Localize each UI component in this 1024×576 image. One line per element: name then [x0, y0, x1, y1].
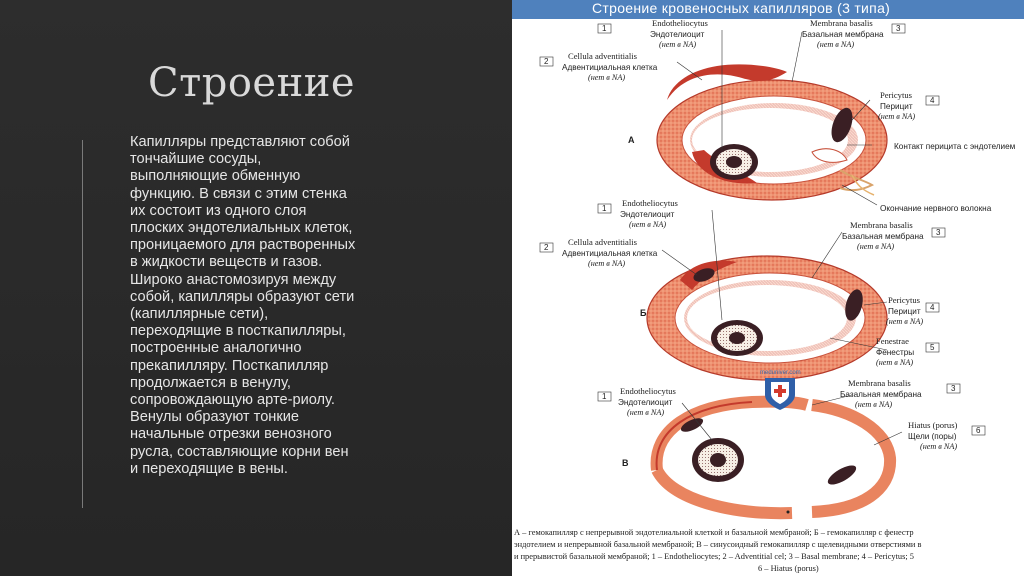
capillary-type-a	[657, 64, 887, 200]
label-not-in-na-1b: (нет в NA)	[629, 220, 667, 229]
capillary-type-b	[647, 256, 887, 380]
section-label-a: А	[628, 135, 635, 145]
label-fenestrae: Fenestrae	[876, 336, 909, 346]
label-num-1v: 1	[602, 392, 607, 401]
label-basalis-b: Membrana basalis	[850, 220, 913, 230]
capillary-diagram	[512, 0, 1024, 576]
label-num-2a: 2	[544, 57, 549, 66]
label-num-5b: 5	[930, 343, 935, 352]
label-num-6v: 6	[976, 426, 981, 435]
label-endotheliocytus-a: Endotheliocytus	[652, 18, 708, 28]
label-num-3v: 3	[951, 384, 956, 393]
label-num-1b: 1	[602, 204, 607, 213]
label-nerve-ending: Окончание нервного волокна	[880, 204, 992, 213]
label-not-in-na-5b: (нет в NA)	[876, 358, 914, 367]
label-not-in-na-1a: (нет в NA)	[659, 40, 697, 49]
label-not-in-na-3a: (нет в NA)	[817, 40, 855, 49]
label-pericytus-b: Pericytus	[888, 295, 920, 305]
section-label-v: В	[622, 458, 629, 468]
label-num-3a: 3	[896, 24, 901, 33]
label-num-1a: 1	[602, 24, 607, 33]
figure-caption-line-2: эндотелием и непрерывной базальной мембраной; В – синусоидный гемокапилляр с щелевидными отверстиями в	[514, 540, 922, 549]
label-basalis-v: Membrana basalis	[848, 378, 911, 388]
label-endotheliocyte-ru-a: Эндотелиоцит	[650, 30, 705, 39]
section-label-b: Б	[640, 308, 647, 318]
label-adventitialis-b: Cellula adventitialis	[568, 237, 637, 247]
label-hiatus: Hiatus (porus)	[908, 420, 958, 430]
label-num-4b: 4	[930, 303, 935, 312]
label-adventitialis-ru-b: Адвентициальная клетка	[562, 249, 658, 258]
label-endotheliocytus-b: Endotheliocytus	[622, 198, 678, 208]
watermark-text: meduniver.com	[760, 370, 801, 376]
label-hiatus-ru: Щели (поры)	[908, 432, 957, 441]
label-num-3b: 3	[936, 228, 941, 237]
figure-title: Строение кровеносных капилляров (3 типа)	[592, 0, 891, 16]
label-not-in-na-2b: (нет в NA)	[588, 259, 626, 268]
label-basalis-ru-a: Базальная мембрана	[802, 30, 884, 39]
label-basalis-ru-b: Базальная мембрана	[842, 232, 924, 241]
label-not-in-na-1v: (нет в NA)	[627, 408, 665, 417]
label-not-in-na-3v: (нет в NA)	[855, 400, 893, 409]
label-pericyte-ru-b: Перицит	[888, 307, 921, 316]
label-endotheliocytus-v: Endotheliocytus	[620, 386, 676, 396]
label-adventitialis-ru-a: Адвентициальная клетка	[562, 63, 658, 72]
label-basalis-a: Membrana basalis	[810, 18, 873, 28]
label-endotheliocyte-ru-v: Эндотелиоцит	[618, 398, 673, 407]
figure-caption-line-4: 6 – Hiatus (porus)	[758, 564, 819, 573]
slide-body-text: Капилляры представляют собой тончайшие сосуды, выполняющие обменную функцию. В связи с этим стенка их состоит из одного слоя плоских эндотелиальных клеток, проницаемого для растворенных в жидкости веществ и газов. Широко анастомозируя между собой, капилляры образуют сети (капиллярные сети), переходящие в посткапилляры, построенные аналогично прекапилляру. Посткапилляр продолжается в венулу, сопровождающую арте-риолу. Венулы образуют тонкие начальные отрезки венозного русла, составляющие корни вен и переходящие в вены.	[130, 134, 356, 477]
label-not-in-na-6v: (нет в NA)	[920, 442, 958, 451]
label-adventitialis-a: Cellula adventitialis	[568, 51, 637, 61]
label-contact: Контакт перицита с эндотелием	[894, 142, 1016, 151]
label-pericytus-a: Pericytus	[880, 90, 912, 100]
label-pericyte-ru-a: Перицит	[880, 102, 913, 111]
label-not-in-na-3b: (нет в NA)	[857, 242, 895, 251]
label-not-in-na-4b: (нет в NA)	[886, 317, 924, 326]
label-num-2b: 2	[544, 243, 549, 252]
label-not-in-na-2a: (нет в NA)	[588, 73, 626, 82]
figure-caption-line-1: А – гемокапилляр с непрерывной эндотелиальной клеткой и базальной мембраной; Б – гемокапилляр с фенестр	[514, 528, 914, 537]
label-num-4a: 4	[930, 96, 935, 105]
accent-divider	[82, 140, 83, 508]
figure-panel	[512, 0, 1024, 576]
label-basalis-ru-v: Базальная мембрана	[840, 390, 922, 399]
slide-title: Строение	[148, 60, 356, 106]
label-not-in-na-4a: (нет в NA)	[878, 112, 916, 121]
label-fenestrae-ru: Фенестры	[876, 348, 915, 357]
label-endotheliocyte-ru-b: Эндотелиоцит	[620, 210, 675, 219]
figure-caption-line-3: и прерывистой базальной мембраной; 1 – Endotheliocytes; 2 – Adventitial cel; 3 – Basal membrane; 4 – Pericytus; 5	[514, 552, 914, 561]
